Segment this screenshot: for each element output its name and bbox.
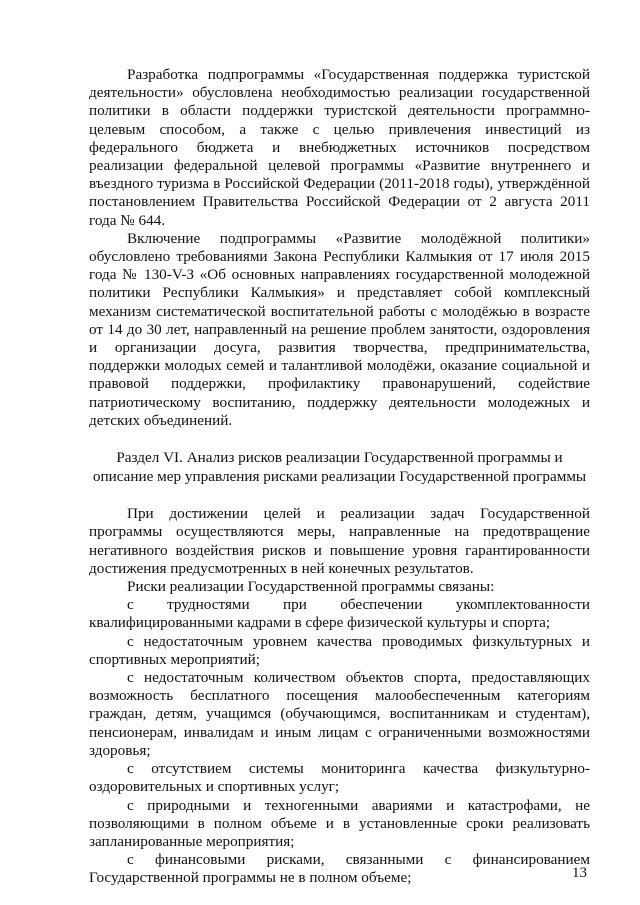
paragraph-risks-intro: Риски реализации Государственной программы связаны: bbox=[127, 578, 495, 596]
risk-item-event-quality: с недостаточным уровнем качества проводимых физкультурных и спортивных мероприятий; bbox=[89, 632, 590, 668]
page-content bbox=[89, 66, 590, 888]
risk-item-staffing: с трудностями при обеспечении укомплектованности квалифицированными кадрами в сфере физической культуры и спорта; bbox=[89, 596, 590, 632]
paragraph-youth-policy: Включение подпрограммы «Развитие молодёжной политики» обусловлено требованиями Закона Республики Калмыкия от 17 июля 2015 года № 130-V-З «Об основных направлениях государственной молодежной политики Республики Калмыкия» и представляет собой комплексный механизм систематической воспитательной работы с молодёжью в возрасте от 14 до 30 лет, направленный на решение проблем занятости, оздоровления и организации досуга, развития творчества, предпринимательства, поддержки молодых семей и талантливой молодёжи, оказание социальной и правовой поддержки, профилактику правонарушений, содействие патриотическому воспитанию, поддержку деятельности молодежных и детских объединений. bbox=[89, 229, 590, 429]
risk-item-financial: с финансовыми рисками, связанными с финансированием Государственной программы не в полном объеме; bbox=[89, 851, 590, 887]
section-heading: Раздел VI. Анализ рисков реализации Государственной программы и описание мер управления рисками реализации Государственной программы bbox=[92, 449, 587, 485]
risk-item-monitoring: с отсутствием системы мониторинга качества физкультурно-оздоровительных и спортивных услуг; bbox=[89, 760, 590, 796]
page-number: 13 bbox=[572, 865, 587, 881]
paragraph-risk-measures: При достижении целей и реализации задач Государственной программы осуществляются меры, направленные на предотвращение негативного воздействия рисков и повышение уровня гарантированности достижения предусмотренных в ней конечных результатов. bbox=[89, 505, 590, 577]
risk-item-sport-facilities: с недостаточным количеством объектов спорта, предоставляющих возможность бесплатного посещения малообеспеченным категориям граждан, детям, учащимся (обучающимся, воспитанникам и студентам), пенсионерам, инвалидам и иным лицам с ограниченными возможностями здоровья; bbox=[89, 669, 590, 759]
risk-item-disasters: с природными и техногенными авариями и катастрофами, не позволяющими в полном объеме и в установленные сроки реализовать запланированные мероприятия; bbox=[89, 796, 590, 850]
paragraph-tourism-subprogram: Разработка подпрограммы «Государственная поддержка туристской деятельности» обусловлена необходимостью реализации государственной политики в области поддержки туристской деятельности программно-целевым способом, а также с целью привлечения инвестиций из федерального бюджета и внебюджетных источников посредством реализации федеральной целевой программы «Развитие внутреннего и въездного туризма в Российской Федерации (2011-2018 годы), утверждённой постановлением Правительства Российской Федерации от 2 августа 2011 года № 644. bbox=[89, 66, 590, 229]
